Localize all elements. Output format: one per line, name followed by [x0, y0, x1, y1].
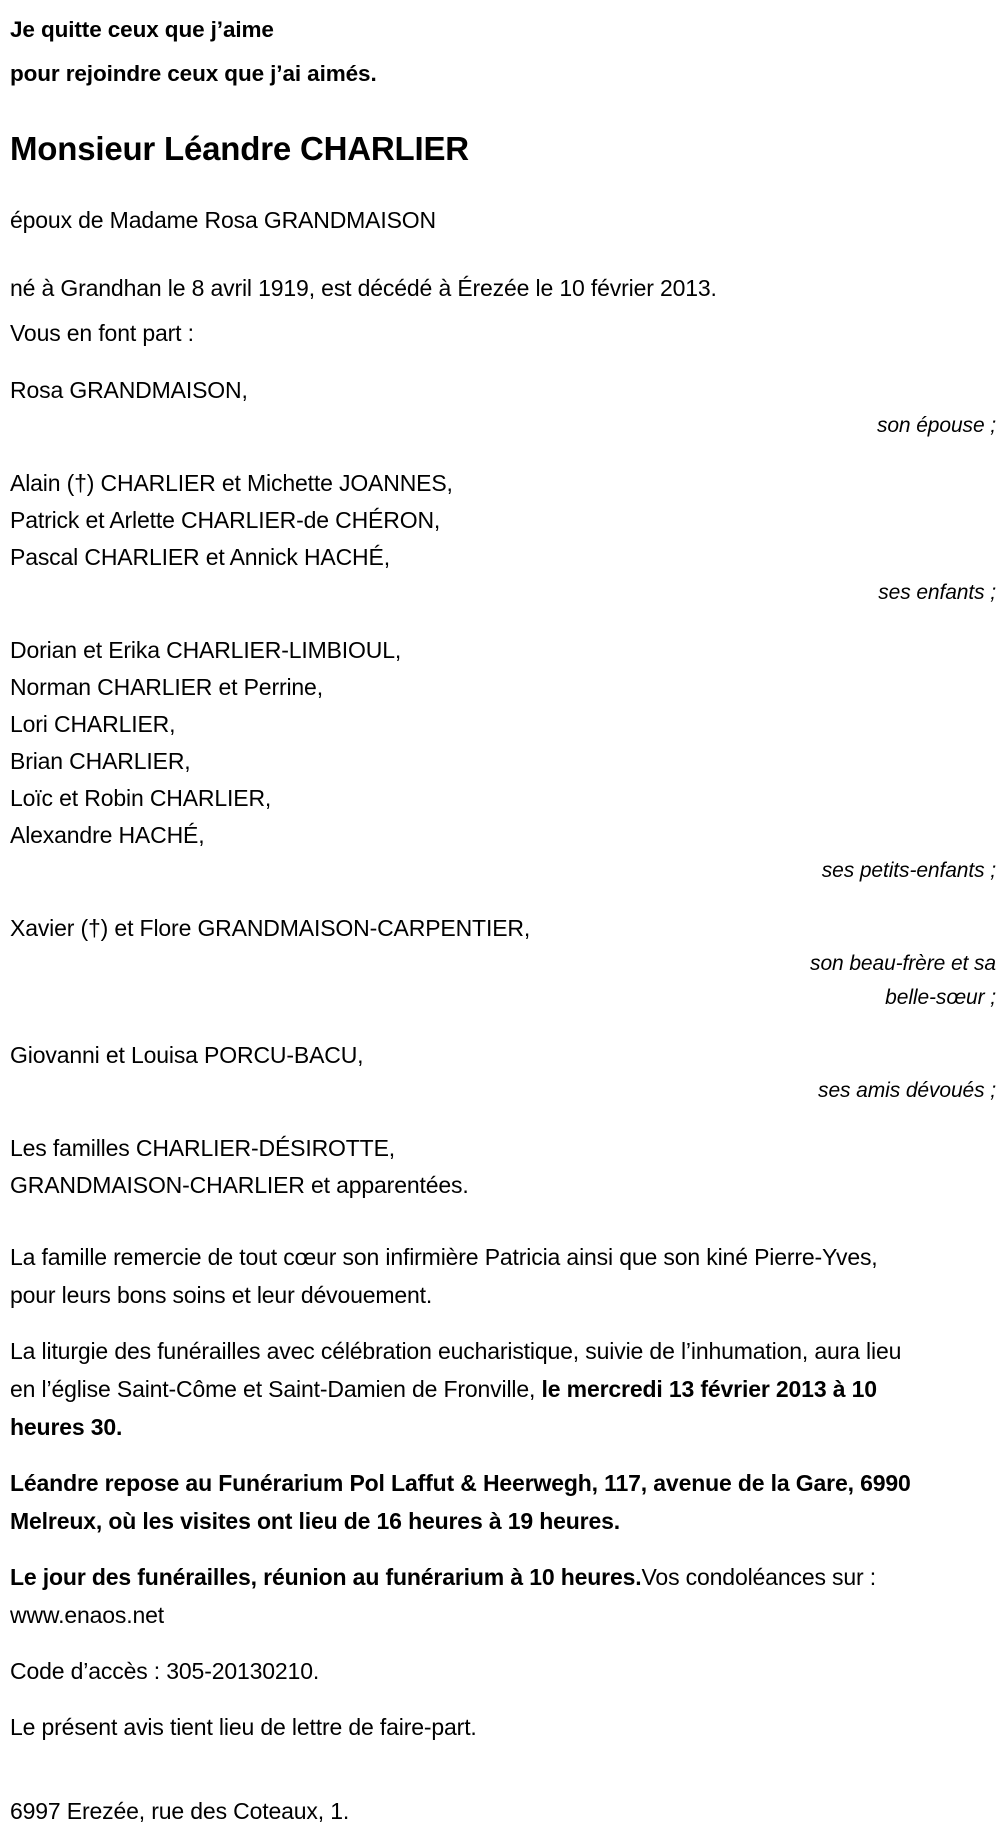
- family-member-name: Giovanni et Louisa PORCU-BACU,: [10, 1042, 364, 1068]
- family-member-name: Xavier (†) et Flore GRANDMAISON-CARPENTIER,: [10, 915, 531, 941]
- family-member-name: Rosa GRANDMAISON,: [10, 377, 248, 403]
- repose-paragraph: [10, 1464, 915, 1540]
- family-member-name: Norman CHARLIER et Perrine,: [10, 674, 323, 700]
- family-member-name: Pascal CHARLIER et Annick HACHÉ,: [10, 544, 390, 570]
- access-code: Code d’accès : 305-20130210.: [10, 1658, 320, 1684]
- family-member-name: Lori CHARLIER,: [10, 711, 176, 737]
- relation-label: son beau-frère et sa: [810, 952, 996, 975]
- family-group-names: [10, 632, 650, 854]
- relation-label: ses petits-enfants ;: [821, 859, 996, 882]
- family-group-names: [10, 1037, 650, 1074]
- family-group-relation: [10, 409, 998, 443]
- spouse-line: époux de Madame Rosa GRANDMAISON: [10, 207, 436, 233]
- family-group-relation: [10, 576, 998, 610]
- gathering-paragraph: [10, 1558, 915, 1634]
- thanks-paragraph: La famille remercie de tout cœur son infirmière Patricia ainsi que son kiné Pierre-Yves, pour leurs bons soins et leur dévouement.: [10, 1244, 878, 1308]
- footer-address: 6997 Erezée, rue des Coteaux, 1.: [10, 1798, 350, 1824]
- ceremony-paragraph: [10, 1332, 915, 1446]
- family-group-relation: [10, 947, 998, 1015]
- gathering-bold-text: Le jour des funérailles, réunion au funérarium à 10 heures.: [10, 1564, 642, 1590]
- family-member-name: Alexandre HACHÉ,: [10, 822, 205, 848]
- family-member-name: Brian CHARLIER,: [10, 748, 191, 774]
- family-group-relation: [10, 1074, 998, 1108]
- family-member-name: Patrick et Arlette CHARLIER-de CHÉRON,: [10, 507, 441, 533]
- relation-label: belle-sœur ;: [885, 986, 996, 1009]
- deceased-name: Monsieur Léandre CHARLIER: [10, 130, 469, 167]
- family-member-name: Dorian et Erika CHARLIER-LIMBIOUL,: [10, 637, 402, 663]
- family-group: [10, 1037, 998, 1108]
- family-member-name: Alain (†) CHARLIER et Michette JOANNES,: [10, 470, 453, 496]
- family-group: [10, 372, 998, 443]
- repose-text: Léandre repose au Funérarium Pol Laffut & Heerwegh, 117, avenue de la Gare, 6990 Melreux, où les visites ont lieu de 16 heures à 19 heures.: [10, 1470, 911, 1534]
- family-group-names: [10, 465, 650, 576]
- epigraph-line-1: Je quitte ceux que j’aime: [10, 17, 274, 42]
- family-group: [10, 465, 998, 610]
- ceremony-text: La liturgie des funérailles avec célébration eucharistique, suivie de l’inhumation, aura lieu en l’église Saint-Côme et Saint-Damien de Fronville,: [10, 1338, 902, 1402]
- ceremony-date: le mercredi 13 février 2013 à 10 heures 30.: [10, 1376, 877, 1440]
- family-group-names: [10, 1130, 650, 1204]
- announcement-intro: Vous en font part :: [10, 320, 194, 346]
- family-group-names: [10, 910, 650, 947]
- family-member-name: GRANDMAISON-CHARLIER et apparentées.: [10, 1172, 469, 1198]
- epigraph: [10, 8, 998, 96]
- condolences-text: Vos condoléances sur : www.enaos.net: [10, 1564, 877, 1628]
- family-member-name: Les familles CHARLIER-DÉSIROTTE,: [10, 1135, 395, 1161]
- family-group: [10, 1130, 998, 1204]
- family-groups: [10, 372, 998, 1204]
- family-group-names: [10, 372, 650, 409]
- legal-notice: Le présent avis tient lieu de lettre de faire-part.: [10, 1714, 477, 1740]
- family-member-name: Loïc et Robin CHARLIER,: [10, 785, 272, 811]
- relation-label: ses enfants ;: [878, 581, 996, 604]
- epigraph-line-2: pour rejoindre ceux que j’ai aimés.: [10, 61, 377, 86]
- relation-label: ses amis dévoués ;: [818, 1079, 996, 1102]
- family-group: [10, 910, 998, 1015]
- birth-death-line: né à Grandhan le 8 avril 1919, est décédé à Érezée le 10 février 2013.: [10, 275, 717, 301]
- family-group-relation: [10, 854, 998, 888]
- family-group: [10, 632, 998, 888]
- relation-label: son épouse ;: [876, 414, 996, 437]
